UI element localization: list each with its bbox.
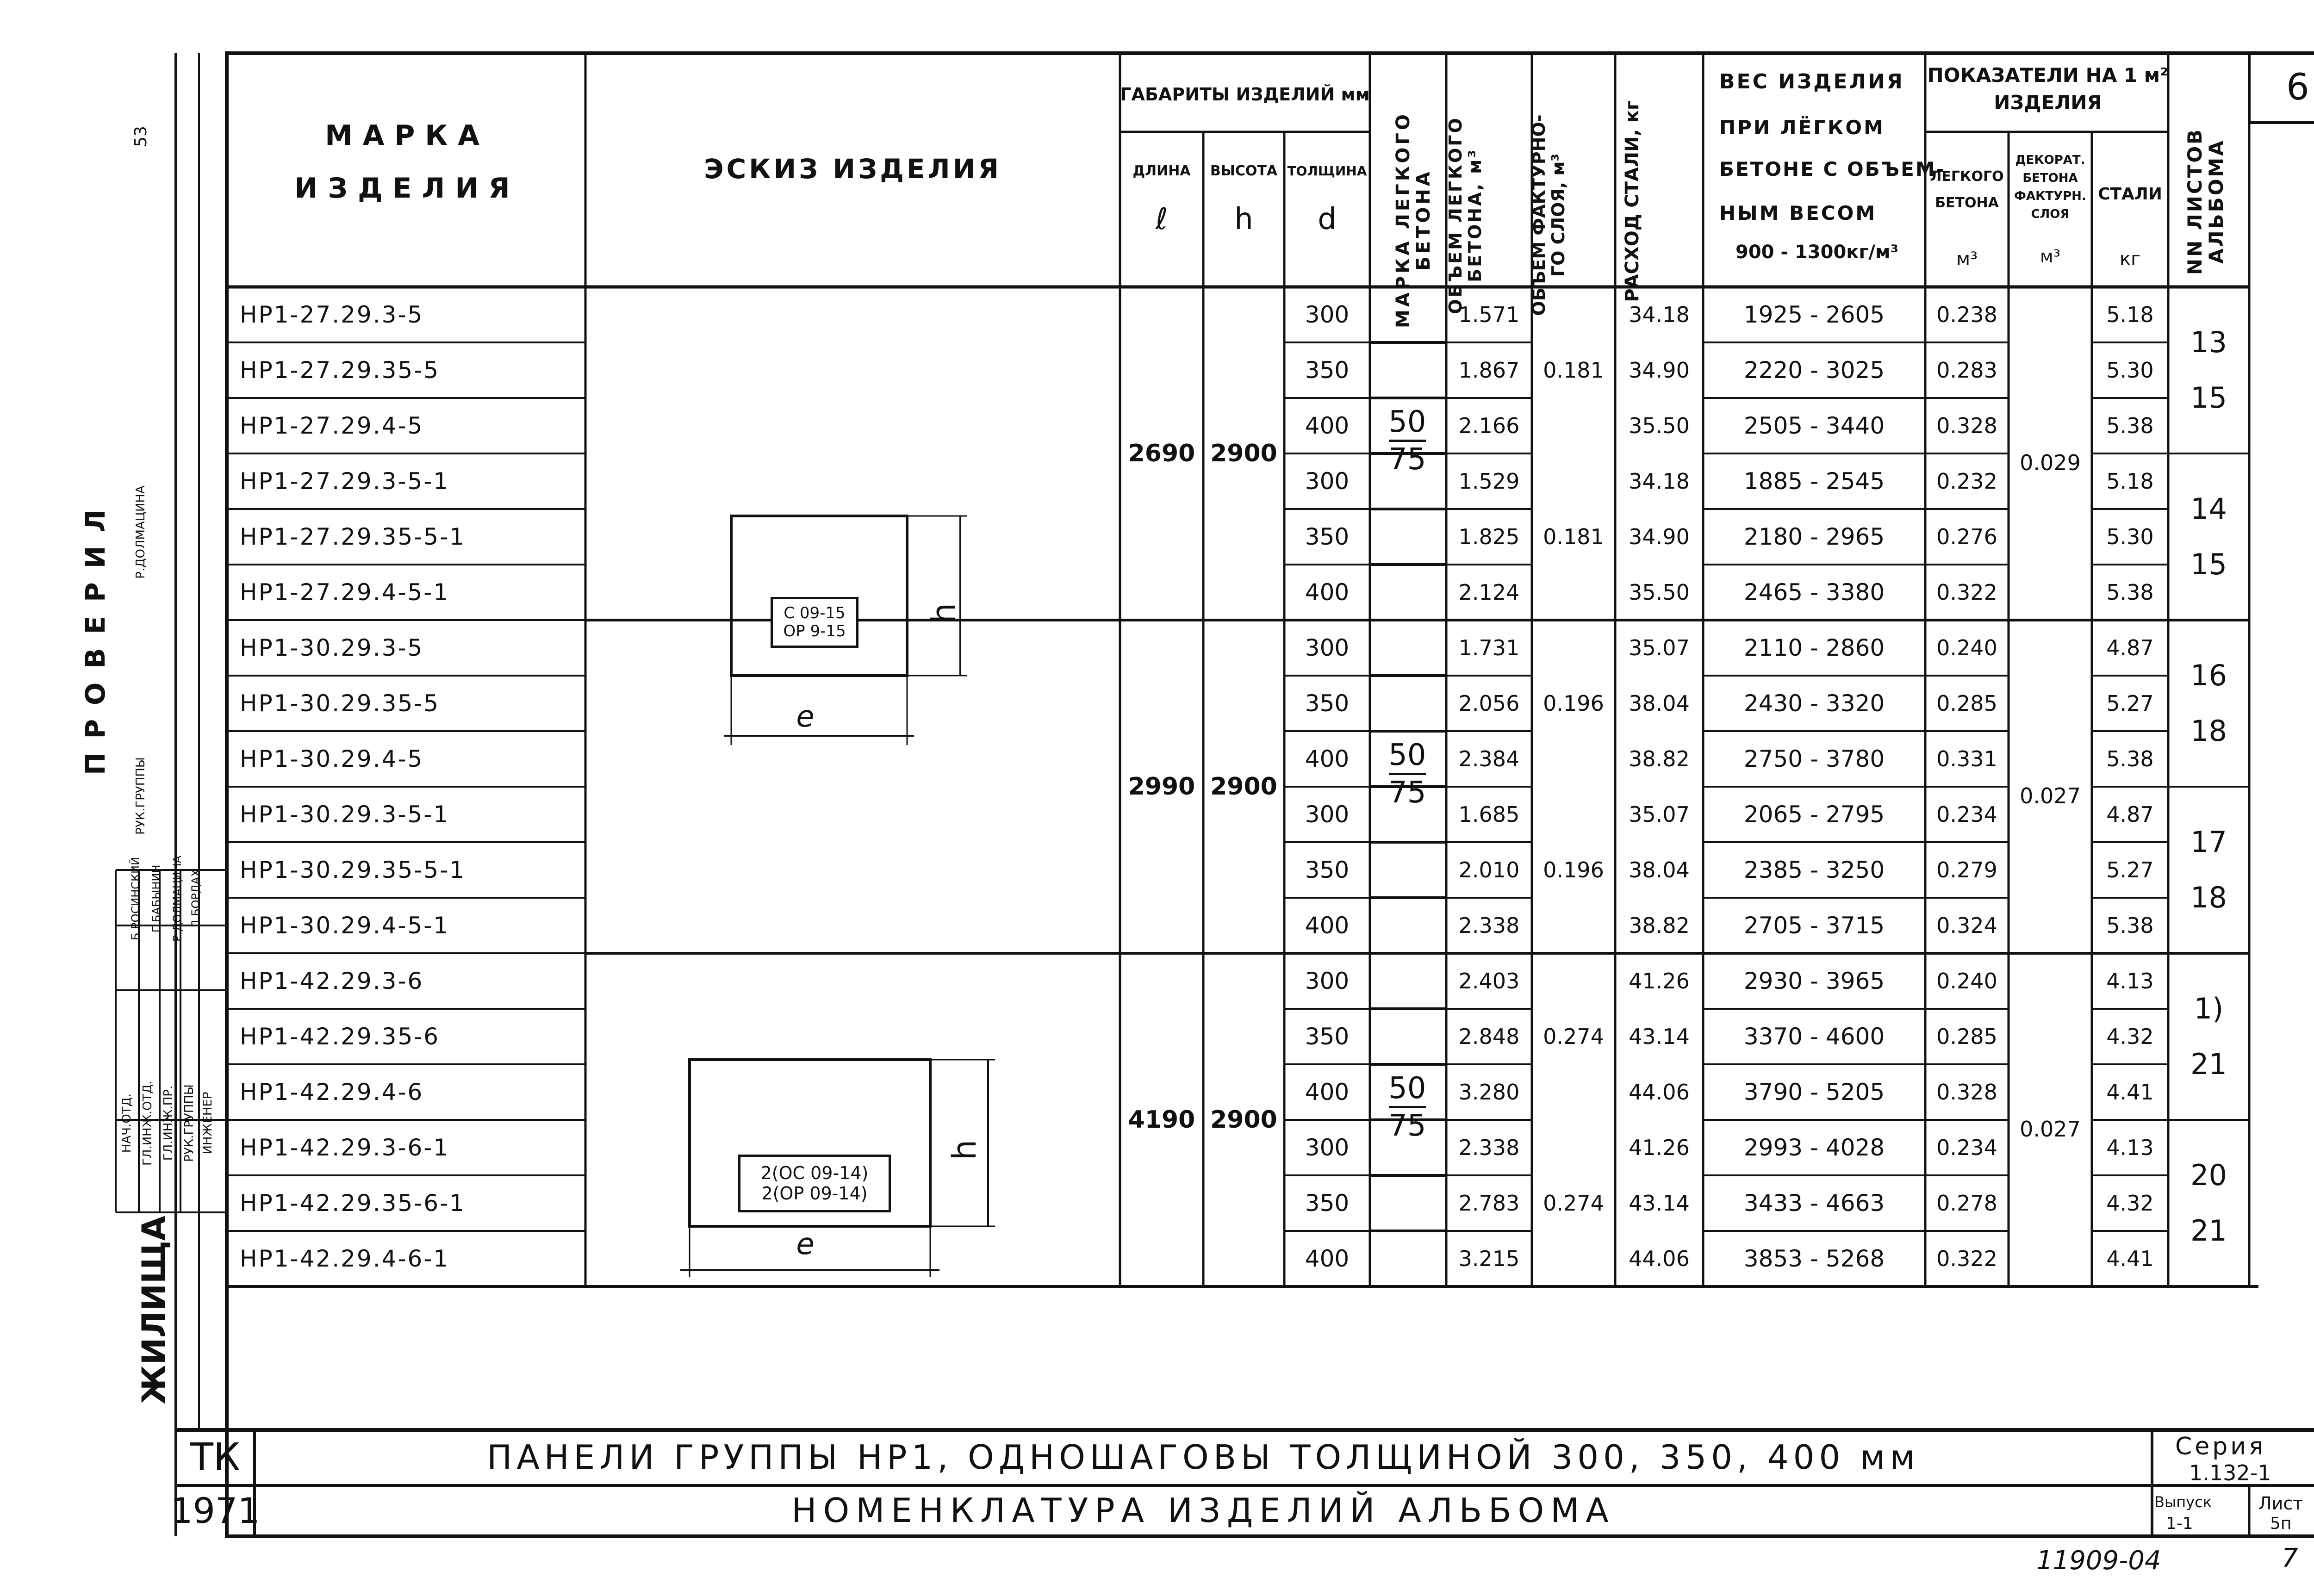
header-height: ВЫСОТА bbox=[1210, 163, 1278, 180]
approval-checker-role: РУК.ГРУППЫ bbox=[134, 757, 148, 835]
stamp-page: 7 bbox=[2282, 1543, 2298, 1573]
row-mark: НР1-42.29.35-6 bbox=[240, 1023, 440, 1050]
series-label: Серия bbox=[2175, 1433, 2266, 1460]
row-mark: НР1-42.29.4-6 bbox=[240, 1078, 424, 1105]
row-concrete-volume: 3.280 bbox=[1458, 1079, 1520, 1105]
grade-denominator: 75 bbox=[1388, 776, 1426, 810]
approval-name: Р.ДОЛМАЦИНА bbox=[171, 856, 184, 942]
sketch1-label-line1: С 09-15 bbox=[784, 603, 846, 622]
row-weight: 3370 - 4600 bbox=[1743, 1023, 1885, 1050]
row-steel-use: 41.26 bbox=[1629, 968, 1690, 994]
approval-name: Л.БОРДАХ bbox=[189, 869, 202, 928]
header-facing-volume: ОБЪЕМ ФАКТУРНО-ГО СЛОЯ, м³ bbox=[1529, 114, 1568, 316]
approval-role: РУК.ГРУППЫ bbox=[182, 1084, 196, 1162]
row-steel-per-m2: 4.87 bbox=[2106, 801, 2154, 827]
row-light-concrete: 0.238 bbox=[1936, 302, 1997, 327]
row-weight: 2750 - 3780 bbox=[1743, 745, 1885, 772]
row-thickness: 350 bbox=[1305, 1023, 1350, 1050]
row-light-concrete: 0.234 bbox=[1936, 1135, 1997, 1160]
group-length: 4190 bbox=[1128, 1105, 1195, 1134]
row-steel-use: 44.06 bbox=[1629, 1079, 1690, 1105]
sketch1-label-line2: ОР 9-15 bbox=[783, 622, 846, 640]
row-light-concrete: 0.234 bbox=[1936, 801, 1997, 827]
header-weight-line2: ПРИ ЛЁГКОМ bbox=[1719, 116, 1885, 139]
approval-role: НАЧ.ОТД. bbox=[120, 1093, 134, 1153]
row-light-concrete: 0.283 bbox=[1936, 357, 1997, 383]
row-concrete-volume: 2.166 bbox=[1458, 413, 1520, 438]
page-number: 6 bbox=[2286, 67, 2309, 109]
row-light-concrete: 0.328 bbox=[1936, 413, 1997, 438]
row-mark: НР1-30.29.35-5-1 bbox=[240, 856, 466, 883]
row-steel-per-m2: 4.13 bbox=[2106, 968, 2154, 994]
institute-name: ЖИЛИЩА bbox=[135, 1216, 173, 1404]
row-weight: 2430 - 3320 bbox=[1743, 689, 1885, 717]
approval-role: ИНЖЕНЕР bbox=[201, 1092, 215, 1155]
header-decor-layer-col: ДЕКОРАТ. БЕТОНА ФАКТУРН. СЛОЯ bbox=[2014, 153, 2086, 221]
header-thickness-symbol: d bbox=[1318, 202, 1337, 237]
row-steel-per-m2: 4.41 bbox=[2106, 1246, 2154, 1271]
group-sheet-number: 14 bbox=[2190, 492, 2227, 526]
group-sheet-number: 18 bbox=[2190, 881, 2227, 915]
row-thickness: 300 bbox=[1305, 1134, 1350, 1161]
row-steel-per-m2: 4.87 bbox=[2106, 635, 2154, 660]
grade-numerator: 50 bbox=[1388, 1071, 1426, 1105]
row-steel-use: 41.26 bbox=[1629, 1135, 1690, 1160]
row-thickness: 400 bbox=[1305, 912, 1350, 939]
row-concrete-volume: 1.529 bbox=[1458, 468, 1520, 494]
row-steel-per-m2: 5.38 bbox=[2106, 746, 2154, 771]
row-concrete-volume: 1.867 bbox=[1458, 357, 1520, 383]
approval-name: Г.БАБЫНИН bbox=[150, 864, 163, 933]
group-facing-volume: 0.196 bbox=[1543, 857, 1604, 882]
row-mark: НР1-42.29.3-6 bbox=[240, 967, 424, 994]
sketch2-width-label: е bbox=[796, 1227, 815, 1262]
header-decor-layer-unit: м³ bbox=[2040, 246, 2060, 267]
approval-name: Б.РОСИНСКИЙ bbox=[129, 857, 142, 940]
group-sheet-number: 15 bbox=[2190, 381, 2227, 415]
title-line1: ПАНЕЛИ ГРУППЫ НР1, ОДНОШАГОВЫ ТОЛЩИНОЙ 300, 350, 400 мм bbox=[487, 1438, 1920, 1477]
header-steel-use: РАСХОД СТАЛИ, кг bbox=[1622, 100, 1643, 302]
row-steel-use: 34.18 bbox=[1629, 468, 1690, 494]
sketch2-height-label: h bbox=[946, 1139, 984, 1161]
row-steel-use: 38.82 bbox=[1629, 746, 1690, 771]
row-concrete-volume: 2.010 bbox=[1458, 857, 1520, 882]
row-light-concrete: 0.322 bbox=[1936, 1246, 1997, 1271]
group-sheet-number: 15 bbox=[2190, 547, 2227, 582]
header-steel-unit: кг bbox=[2119, 248, 2141, 270]
row-weight: 2465 - 3380 bbox=[1743, 578, 1885, 606]
row-mark: НР1-27.29.3-5-1 bbox=[240, 467, 450, 495]
row-mark: НР1-30.29.4-5-1 bbox=[240, 912, 450, 939]
row-steel-use: 38.82 bbox=[1629, 913, 1690, 938]
row-light-concrete: 0.279 bbox=[1936, 857, 1997, 882]
row-thickness: 400 bbox=[1305, 578, 1350, 606]
row-steel-per-m2: 5.27 bbox=[2106, 690, 2154, 716]
group-sheet-number: 17 bbox=[2190, 825, 2227, 859]
row-concrete-volume: 2.338 bbox=[1458, 913, 1520, 938]
row-steel-use: 43.14 bbox=[1629, 1190, 1690, 1216]
header-steel-col: СТАЛИ bbox=[2098, 185, 2162, 204]
header-height-symbol: h bbox=[1234, 202, 1253, 237]
row-steel-per-m2: 4.32 bbox=[2106, 1190, 2154, 1216]
sheet-label: Лист bbox=[2258, 1493, 2303, 1514]
group-concrete-grade bbox=[1388, 1071, 1426, 1143]
row-mark: НР1-42.29.3-6-1 bbox=[240, 1134, 450, 1161]
row-light-concrete: 0.328 bbox=[1936, 1079, 1997, 1105]
row-light-concrete: 0.278 bbox=[1936, 1190, 1997, 1216]
row-thickness: 400 bbox=[1305, 1245, 1350, 1272]
group-decor-layer: 0.027 bbox=[2020, 783, 2081, 808]
row-weight: 2993 - 4028 bbox=[1743, 1134, 1885, 1161]
row-mark: НР1-27.29.35-5-1 bbox=[240, 523, 466, 550]
row-thickness: 400 bbox=[1305, 412, 1350, 439]
row-concrete-volume: 2.384 bbox=[1458, 746, 1520, 771]
row-thickness: 400 bbox=[1305, 1078, 1350, 1105]
row-weight: 1925 - 2605 bbox=[1743, 301, 1885, 328]
row-concrete-volume: 2.124 bbox=[1458, 579, 1520, 605]
grade-numerator: 50 bbox=[1388, 405, 1426, 439]
row-steel-use: 35.50 bbox=[1629, 579, 1690, 605]
header-weight-line1: ВЕС ИЗДЕЛИЯ bbox=[1719, 70, 1904, 93]
row-thickness: 300 bbox=[1305, 467, 1350, 495]
row-steel-per-m2: 5.18 bbox=[2106, 302, 2154, 327]
row-weight: 2930 - 3965 bbox=[1743, 967, 1885, 994]
header-light-concrete-col: ЛЕГКОГО БЕТОНА bbox=[1930, 168, 2004, 211]
row-light-concrete: 0.232 bbox=[1936, 468, 1997, 494]
row-thickness: 300 bbox=[1305, 801, 1350, 828]
top-code: 53 bbox=[131, 126, 150, 147]
header-per-m2-group: ПОКАЗАТЕЛИ НА 1 м² ИЗДЕЛИЯ bbox=[1927, 63, 2169, 114]
row-mark: НР1-42.29.4-6-1 bbox=[240, 1245, 450, 1272]
sketch1-panel bbox=[731, 516, 907, 676]
row-steel-per-m2: 5.30 bbox=[2106, 524, 2154, 549]
row-mark: НР1-42.29.35-6-1 bbox=[240, 1189, 466, 1217]
row-light-concrete: 0.285 bbox=[1936, 1024, 1997, 1049]
year: 1971 bbox=[170, 1490, 260, 1532]
grade-denominator: 75 bbox=[1388, 1109, 1426, 1143]
row-thickness: 350 bbox=[1305, 523, 1350, 550]
row-light-concrete: 0.324 bbox=[1936, 913, 1997, 938]
row-weight: 2385 - 3250 bbox=[1743, 856, 1885, 883]
group-decor-layer: 0.029 bbox=[2020, 450, 2081, 475]
grade-numerator: 50 bbox=[1388, 738, 1426, 772]
header-album-sheets: NN ЛИСТОВ АЛЬБОМА bbox=[2183, 127, 2228, 275]
group-concrete-grade bbox=[1388, 405, 1426, 477]
header-mark: МАРКА ИЗДЕЛИЯ bbox=[294, 119, 520, 205]
row-weight: 3433 - 4663 bbox=[1743, 1189, 1885, 1217]
row-thickness: 400 bbox=[1305, 745, 1350, 772]
row-thickness: 350 bbox=[1305, 356, 1350, 384]
row-steel-use: 35.07 bbox=[1629, 801, 1690, 827]
row-thickness: 300 bbox=[1305, 634, 1350, 661]
row-thickness: 350 bbox=[1305, 1189, 1350, 1217]
row-concrete-volume: 2.783 bbox=[1458, 1190, 1520, 1216]
row-concrete-volume: 2.403 bbox=[1458, 968, 1520, 994]
row-concrete-volume: 3.215 bbox=[1458, 1246, 1520, 1271]
row-weight: 2705 - 3715 bbox=[1743, 912, 1885, 939]
sketch2-label-line2: 2(ОР 09-14) bbox=[761, 1183, 868, 1204]
row-steel-use: 34.90 bbox=[1629, 524, 1690, 549]
row-thickness: 300 bbox=[1305, 967, 1350, 994]
row-thickness: 350 bbox=[1305, 856, 1350, 883]
group-length: 2690 bbox=[1128, 439, 1195, 467]
row-mark: НР1-30.29.35-5 bbox=[240, 689, 440, 717]
row-mark: НР1-27.29.4-5 bbox=[240, 412, 424, 439]
row-weight: 2180 - 2965 bbox=[1743, 523, 1885, 550]
header-sketch: ЭСКИЗ ИЗДЕЛИЯ bbox=[704, 153, 1001, 185]
row-thickness: 300 bbox=[1305, 301, 1350, 328]
row-thickness: 350 bbox=[1305, 689, 1350, 717]
row-weight: 2505 - 3440 bbox=[1743, 412, 1885, 439]
sketch2-label-line1: 2(ОС 09-14) bbox=[760, 1162, 869, 1183]
approval-role: ГЛ.ИНЖ.ОТД. bbox=[141, 1081, 155, 1166]
sketch2-label bbox=[738, 1155, 891, 1212]
stamp-number: 11909-04 bbox=[2036, 1546, 2161, 1576]
row-weight: 2065 - 2795 bbox=[1743, 801, 1885, 828]
header-weight-line5: 900 - 1300кг/м³ bbox=[1736, 242, 1899, 263]
group-decor-layer: 0.027 bbox=[2020, 1116, 2081, 1142]
grade-fraction-bar bbox=[1389, 773, 1426, 775]
group-sheet-number: 21 bbox=[2190, 1047, 2227, 1081]
row-steel-per-m2: 4.41 bbox=[2106, 1079, 2154, 1105]
approval-checker-name: Р.ДОЛМАЦИНА bbox=[134, 485, 148, 579]
row-steel-per-m2: 5.38 bbox=[2106, 579, 2154, 605]
group-sheet-number: 20 bbox=[2190, 1158, 2227, 1192]
header-weight-line3: БЕТОНЕ С ОБЪЕМ- bbox=[1719, 158, 1946, 180]
row-steel-per-m2: 5.30 bbox=[2106, 357, 2154, 383]
row-steel-use: 35.07 bbox=[1629, 635, 1690, 660]
title-line2: НОМЕНКЛАТУРА ИЗДЕЛИЙ АЛЬБОМА bbox=[791, 1491, 1615, 1530]
row-steel-per-m2: 5.27 bbox=[2106, 857, 2154, 882]
group-height: 2900 bbox=[1210, 439, 1277, 467]
row-mark: НР1-27.29.3-5 bbox=[240, 301, 424, 328]
sketch1-height-label: h bbox=[925, 602, 963, 624]
issue-value: 1-1 bbox=[2166, 1514, 2193, 1533]
header-length-symbol: ℓ bbox=[1155, 202, 1168, 237]
row-weight: 3790 - 5205 bbox=[1743, 1078, 1885, 1105]
row-light-concrete: 0.331 bbox=[1936, 746, 1997, 771]
header-light-concrete-unit: м³ bbox=[1956, 248, 1978, 270]
header-thickness: ТОЛЩИНА bbox=[1287, 163, 1367, 179]
row-steel-use: 44.06 bbox=[1629, 1246, 1690, 1271]
row-mark: НР1-30.29.4-5 bbox=[240, 745, 424, 772]
row-light-concrete: 0.240 bbox=[1936, 635, 1997, 660]
grade-fraction-bar bbox=[1389, 440, 1426, 442]
series-value: 1.132-1 bbox=[2189, 1460, 2271, 1485]
row-steel-use: 38.04 bbox=[1629, 690, 1690, 716]
row-steel-use: 34.18 bbox=[1629, 302, 1690, 327]
sketch1-width-label: е bbox=[796, 700, 815, 734]
header-length: ДЛИНА bbox=[1132, 163, 1191, 180]
row-steel-per-m2: 5.38 bbox=[2106, 913, 2154, 938]
row-steel-use: 43.14 bbox=[1629, 1024, 1690, 1049]
row-steel-use: 35.50 bbox=[1629, 413, 1690, 438]
group-sheet-number: 16 bbox=[2190, 658, 2227, 693]
group-facing-volume: 0.196 bbox=[1543, 690, 1604, 716]
approval-checked: ПРОВЕРИЛ bbox=[80, 496, 111, 775]
group-sheet-number: 18 bbox=[2190, 714, 2227, 748]
group-sheet-number: 21 bbox=[2190, 1214, 2227, 1248]
row-weight: 3853 - 5268 bbox=[1743, 1245, 1885, 1272]
row-weight: 2110 - 2860 bbox=[1743, 634, 1885, 661]
row-concrete-volume: 1.685 bbox=[1458, 801, 1520, 827]
group-concrete-grade bbox=[1388, 738, 1426, 810]
row-concrete-volume: 2.338 bbox=[1458, 1135, 1520, 1160]
row-steel-per-m2: 4.32 bbox=[2106, 1024, 2154, 1049]
group-length: 2990 bbox=[1128, 772, 1195, 801]
grade-denominator: 75 bbox=[1388, 442, 1426, 477]
row-steel-use: 34.90 bbox=[1629, 357, 1690, 383]
group-height: 2900 bbox=[1210, 772, 1277, 801]
header-concrete-grade: МАРКА ЛЕГКОГО БЕТОНА bbox=[1393, 112, 1434, 328]
row-concrete-volume: 1.825 bbox=[1458, 524, 1520, 549]
row-steel-per-m2: 5.38 bbox=[2106, 413, 2154, 438]
row-light-concrete: 0.285 bbox=[1936, 690, 1997, 716]
row-light-concrete: 0.276 bbox=[1936, 524, 1997, 549]
row-weight: 2220 - 3025 bbox=[1743, 356, 1885, 384]
header-dims-group: ГАБАРИТЫ ИЗДЕЛИЙ мм bbox=[1120, 84, 1370, 105]
header-weight-line4: НЫМ ВЕСОМ bbox=[1719, 202, 1877, 224]
row-light-concrete: 0.240 bbox=[1936, 968, 1997, 994]
row-mark: НР1-27.29.35-5 bbox=[240, 356, 440, 384]
grade-fraction-bar bbox=[1389, 1106, 1426, 1108]
sheet-value: 5п bbox=[2270, 1514, 2292, 1533]
row-mark: НР1-30.29.3-5 bbox=[240, 634, 424, 661]
approval-role: ГЛ.ИНЖ.ПР. bbox=[162, 1085, 175, 1161]
row-weight: 1885 - 2545 bbox=[1743, 467, 1885, 495]
group-facing-volume: 0.181 bbox=[1543, 524, 1604, 549]
row-steel-use: 38.04 bbox=[1629, 857, 1690, 882]
row-mark: НР1-30.29.3-5-1 bbox=[240, 801, 450, 828]
row-steel-per-m2: 5.18 bbox=[2106, 468, 2154, 494]
row-mark: НР1-27.29.4-5-1 bbox=[240, 578, 450, 606]
group-facing-volume: 0.274 bbox=[1543, 1024, 1604, 1049]
row-steel-per-m2: 4.13 bbox=[2106, 1135, 2154, 1160]
header-concrete-volume: ОБЪЕМ ЛЕГКОГО БЕТОНА, м³ bbox=[1445, 116, 1485, 314]
row-concrete-volume: 2.056 bbox=[1458, 690, 1520, 716]
group-height: 2900 bbox=[1210, 1105, 1277, 1134]
group-facing-volume: 0.181 bbox=[1543, 357, 1604, 383]
row-concrete-volume: 2.848 bbox=[1458, 1024, 1520, 1049]
group-sheet-number: 13 bbox=[2190, 325, 2227, 360]
row-concrete-volume: 1.731 bbox=[1458, 635, 1520, 660]
sketch1-label bbox=[771, 597, 858, 648]
row-light-concrete: 0.322 bbox=[1936, 579, 1997, 605]
row-concrete-volume: 1.571 bbox=[1458, 302, 1520, 327]
issue-label: Выпуск bbox=[2154, 1493, 2212, 1511]
group-sheet-number: 1) bbox=[2194, 992, 2224, 1026]
group-facing-volume: 0.274 bbox=[1543, 1190, 1604, 1216]
org-code: ТК bbox=[190, 1435, 241, 1479]
